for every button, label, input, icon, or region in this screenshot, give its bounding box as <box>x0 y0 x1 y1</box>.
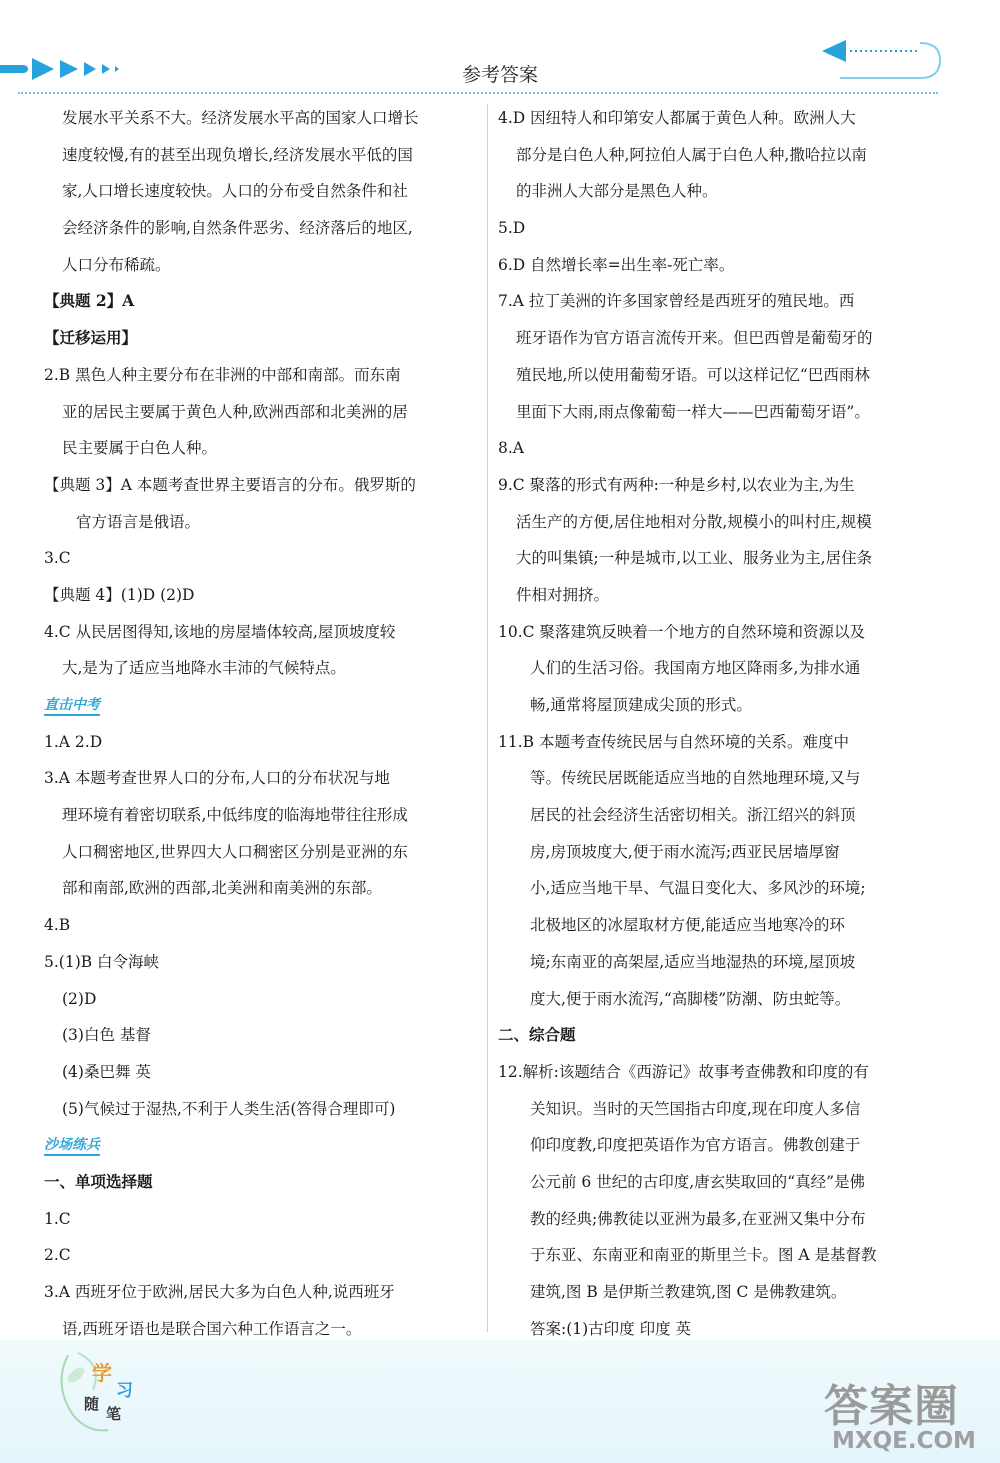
footer-deco-char: 笔 <box>106 1405 122 1423</box>
page-title: 参考答案 <box>461 64 538 86</box>
answer-line: 3.A 本题考查世界人口的分布,人口的分布状况与地 <box>44 769 390 788</box>
section-heading <box>44 687 464 724</box>
answer-line: 部和南部,欧洲的西部,北美洲和南美洲的东部。 <box>62 879 382 898</box>
answer-line: 殖民地,所以使用葡萄牙语。可以这样记忆“巴西雨林 <box>516 365 870 384</box>
answer-line: 小,适应当地干旱、气温日变化大、多风沙的环境; <box>530 879 866 898</box>
answer-line: 境;东南亚的高架屋,适应当地湿热的环境,屋顶坡 <box>530 952 856 971</box>
answer-line: 大的叫集镇;一种是城市,以工业、服务业为主,居住条 <box>516 549 873 568</box>
page-header <box>0 0 1000 100</box>
answer-line: 11.B 本题考查传统民居与自然环境的关系。难度中 <box>498 732 849 751</box>
answer-line: 7.A 拉丁美洲的许多国家曾经是西班牙的殖民地。西 <box>498 292 855 311</box>
answer-line: 【典题 4】(1)D (2)D <box>44 585 195 604</box>
column-divider <box>487 104 488 1332</box>
answer-line: (5)气候过于湿热,不利于人类生活(答得合理即可) <box>62 1099 396 1118</box>
answer-line: 1.C <box>44 1209 71 1228</box>
footer-deco-char: 习 <box>116 1381 133 1401</box>
answer-line: 2.C <box>44 1246 71 1265</box>
answer-line: 10.C 聚落建筑反映着一个地方的自然环境和资源以及 <box>498 622 865 641</box>
answer-line: 亚的居民主要属于黄色人种,欧洲西部和北美洲的居 <box>62 402 408 421</box>
section-heading-label: 沙场练兵 <box>44 1137 100 1156</box>
answer-line: 会经济条件的影响,自然条件恶劣、经济落后的地区, <box>62 219 413 238</box>
answer-line: 5.(1)B 白令海峡 <box>44 952 160 971</box>
answer-line: 班牙语作为官方语言流传开来。但巴西曾是葡萄牙的 <box>516 329 873 348</box>
answer-line: 【典题 3】A 本题考查世界主要语言的分布。俄罗斯的 <box>44 475 416 494</box>
section-heading <box>44 1127 464 1164</box>
answer-line: 12.解析:该题结合《西游记》故事考查佛教和印度的有 <box>498 1062 869 1081</box>
answer-line: 3.C <box>44 549 71 568</box>
answer-line: 4.B <box>44 916 71 935</box>
answer-line: 畅,通常将屋顶建成尖顶的形式。 <box>530 696 752 714</box>
footer-deco-char: 随 <box>84 1395 100 1413</box>
answer-line: 居民的社会经济生活密切相关。浙江绍兴的斜顶 <box>530 806 856 825</box>
footer-deco-char: 学 <box>92 1361 112 1385</box>
answer-line: 活生产的方便,居住地相对分散,规模小的叫村庄,规模 <box>516 512 872 531</box>
answer-line: 发展水平关系不大。经济发展水平高的国家人口增长 <box>62 109 419 127</box>
answer-line: 4.C 从民居图得知,该地的房屋墙体较高,屋顶坡度较 <box>44 622 396 641</box>
answer-line: 度大,便于雨水流泻,“高脚楼”防潮、防虫蛇等。 <box>530 989 851 1008</box>
answer-line: 里面下大雨,雨点像葡萄一样大——巴西葡萄牙语”。 <box>516 402 870 421</box>
answer-line: (4)桑巴舞 英 <box>62 1062 151 1081</box>
answer-line: 4.D 因纽特人和印第安人都属于黄色人种。欧洲人大 <box>498 109 856 127</box>
section-label: 一、单项选择题 <box>44 1171 153 1191</box>
watermark-url: MXQE.COM <box>832 1428 976 1454</box>
answer-line: 公元前 6 世纪的古印度,唐玄奘取回的“真经”是佛 <box>530 1172 865 1191</box>
answer-line: 6.D 自然增长率=出生率-死亡率。 <box>498 255 735 274</box>
answer-line: 速度较慢,有的甚至出现负增长,经济发展水平低的国 <box>62 145 413 164</box>
answer-line: 民主要属于白色人种。 <box>62 439 218 458</box>
answer-line: 8.A <box>498 439 524 458</box>
answer-line: 仰印度教,印度把英语作为官方语言。佛教创建于 <box>530 1136 861 1155</box>
answer-line: 部分是白色人种,阿拉伯人属于白色人种,撒哈拉以南 <box>516 145 867 164</box>
answer-line: 人口稠密地区,世界四大人口稠密区分别是亚洲的东 <box>62 842 408 861</box>
answer-line: 2.B 黑色人种主要分布在非洲的中部和南部。而东南 <box>44 365 401 384</box>
answer-line: 教的经典;佛教徒以亚洲为最多,在亚洲又集中分布 <box>530 1209 866 1228</box>
answer-line: 家,人口增长速度较快。人口的分布受自然条件和社 <box>62 182 408 201</box>
answer-line: 北极地区的冰屋取材方便,能适应当地寒冷的环 <box>530 916 845 935</box>
section-label: 【典题 2】A <box>44 291 135 311</box>
answer-line: 大,是为了适应当地降水丰沛的气候特点。 <box>62 659 346 678</box>
section-label: 二、综合题 <box>498 1025 576 1045</box>
answer-line: 的非洲人大部分是黑色人种。 <box>516 182 718 201</box>
section-label: 【迁移运用】 <box>44 328 138 348</box>
answer-line: (2)D <box>62 989 97 1008</box>
watermark <box>810 1370 1000 1463</box>
answer-line: 3.A 西班牙位于欧洲,居民大多为白色人种,说西班牙 <box>44 1283 395 1301</box>
section-heading-label: 直击中考 <box>44 697 100 716</box>
right-column <box>498 100 922 1347</box>
answer-line: 答案:(1)古印度 印度 英 <box>530 1319 692 1338</box>
answer-line: 9.C 聚落的形式有两种:一种是乡村,以农业为主,为生 <box>498 475 855 494</box>
watermark-text: 答案圈 <box>824 1381 959 1432</box>
answer-line: 等。传统民居既能适应当地的自然地理环境,又与 <box>530 769 861 788</box>
answer-line: 于东亚、东南亚和南亚的斯里兰卡。图 A 是基督教 <box>530 1246 877 1265</box>
answer-line: 人们的生活习俗。我国南方地区降雨多,为排水通 <box>530 659 861 678</box>
answer-line: 房,房顶坡度大,便于雨水流泻;西亚民居墙厚窗 <box>530 842 840 861</box>
answer-line: 5.D <box>498 219 526 238</box>
answer-line: 1.A 2.D <box>44 732 103 751</box>
answer-line: 语,西班牙语也是联合国六种工作语言之一。 <box>62 1319 362 1338</box>
answer-line: 人口分布稀疏。 <box>62 255 171 274</box>
answer-line: 官方语言是俄语。 <box>76 512 201 531</box>
header-divider <box>18 92 938 94</box>
answer-line: 理环境有着密切联系,中低纬度的临海地带往往形成 <box>62 806 408 825</box>
arrow-left-icon <box>820 38 945 82</box>
answer-line: 件相对拥挤。 <box>516 585 610 604</box>
answer-line: 建筑,图 B 是伊斯兰教建筑,图 C 是佛教建筑。 <box>530 1283 847 1301</box>
answer-line: (3)白色 基督 <box>62 1026 151 1045</box>
left-column <box>44 100 464 1347</box>
answer-line: 关知识。当时的天竺国指古印度,现在印度人多信 <box>530 1099 861 1118</box>
